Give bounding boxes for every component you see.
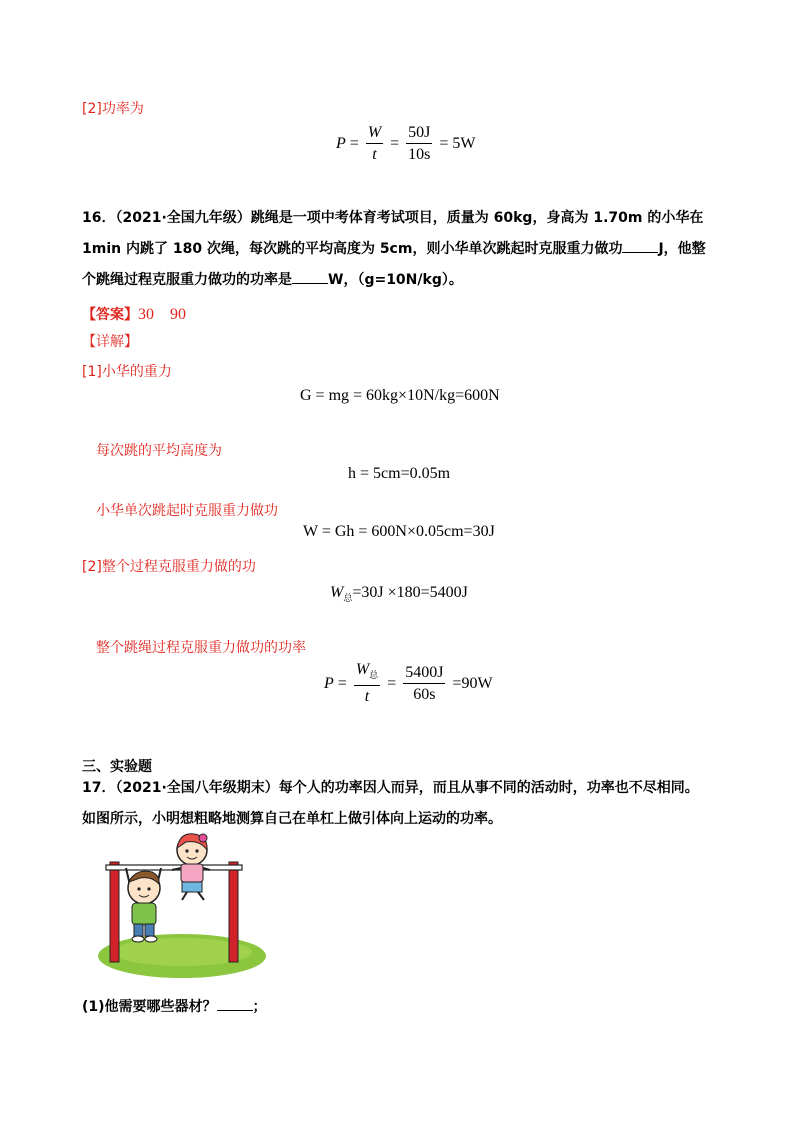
step-5-label: 整个跳绳过程克服重力做功的功率 <box>96 640 306 656</box>
answer-blank-3[interactable] <box>217 996 253 1011</box>
detail-label: 【详解】 <box>82 334 138 350</box>
question-17-sub-1: (1)他需要哪些器材？ ； <box>82 992 267 1023</box>
step-3-label: 小华单次跳起时克服重力做功 <box>96 503 278 519</box>
question-17-line-1: 17．（2021·全国八年级期末）每个人的功率因人而异，而且从事不同的活动时，功率也不尽相同。 <box>82 780 699 796</box>
pull-up-bar-illustration <box>96 832 268 980</box>
equation-power: P = $\frac{W}{t}$ = $\frac{50J}{10s}$ = 5W <box>336 124 476 163</box>
answer-blank-1[interactable] <box>622 238 658 253</box>
question-17-line-2: 如图所示，小明想粗略地测算自己在单杠上做引体向上运动的功率。 <box>82 811 502 827</box>
answer-value: 30 90 <box>138 306 187 323</box>
question-16-line-1: 16．（2021·全国九年级）跳绳是一项中考体育考试项目，质量为 60kg，身高为 1.70m 的小华在 <box>82 210 704 226</box>
question-16-line-3: 个跳绳过程克服重力做功的功率是 W，（g=10N/kg）。 <box>82 265 463 296</box>
step-label-power: [2]功率为 <box>82 101 144 117</box>
equation-work-total: $W_总=30J \times 180=5400J$ <box>330 584 468 604</box>
answer-blank-2[interactable] <box>292 269 328 284</box>
step-4-label: [2]整个过程克服重力做的功 <box>82 559 256 575</box>
answer-label: 【答案】 <box>82 307 138 323</box>
question-16-line-2: 1min 内跳了 180 次绳，每次跳的平均高度为 5cm，则小华单次跳起时克服重力做功 J，他整 <box>82 234 706 265</box>
answer-line <box>82 301 186 324</box>
step-2-label: 每次跳的平均高度为 <box>96 443 222 459</box>
equation-work-single: W = Gh = 600N×0.05cm=30J <box>303 523 495 540</box>
section-3-title: 三、实验题 <box>82 759 152 775</box>
equation-power-total: P = $\frac{W_总}{t}$ = $\frac{5400J}{60s}$ =90W <box>324 661 493 706</box>
equation-height: h = 5cm=0.05m <box>348 465 451 482</box>
step-1-label: [1]小华的重力 <box>82 364 172 380</box>
equation-weight: G = mg = 60kg×10N/kg=600N <box>300 387 500 404</box>
